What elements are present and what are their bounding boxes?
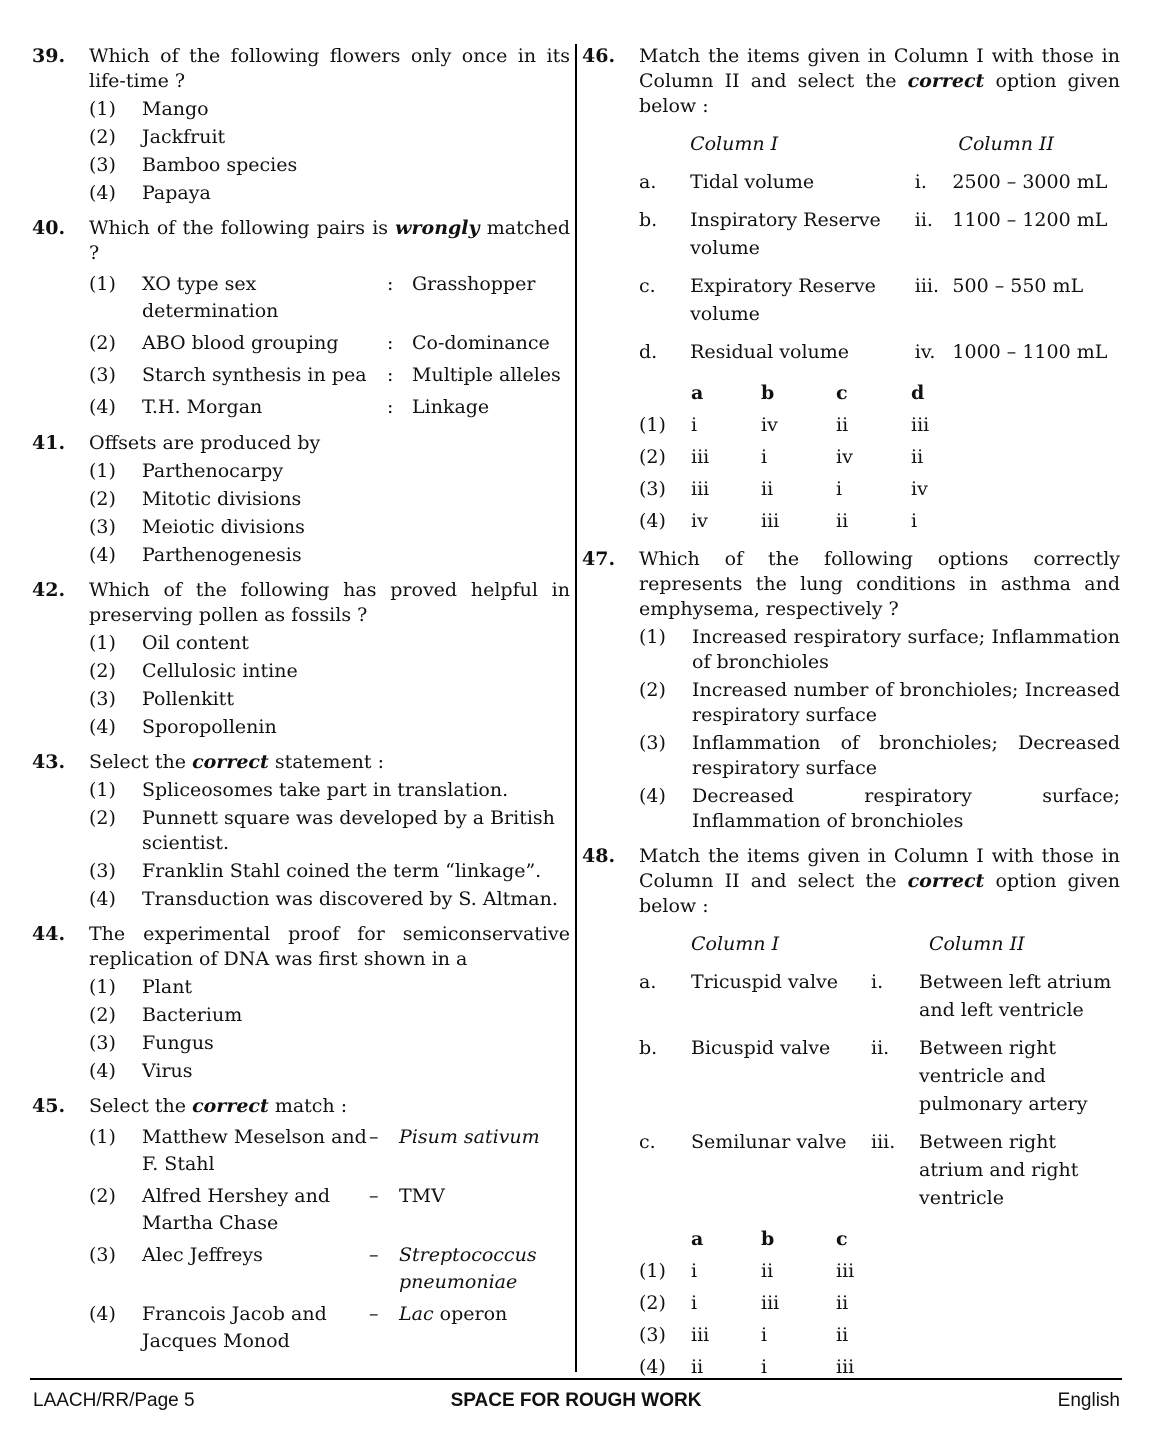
pair-left: Francois Jacob and Jacques Monod — [142, 1303, 327, 1352]
option — [89, 659, 570, 684]
answer-option: (4) ii i iii — [639, 1356, 855, 1378]
option — [89, 153, 570, 178]
option-number: (4) — [89, 1303, 116, 1325]
option-text: Fungus — [142, 1032, 214, 1054]
option — [89, 125, 570, 150]
question-number: 45. — [32, 1095, 66, 1117]
option-text: Parthenogenesis — [142, 544, 302, 566]
column-header: Column I — [691, 933, 780, 955]
question-39 — [32, 44, 570, 206]
option-number: (4) — [89, 182, 116, 204]
question-number: 39. — [32, 45, 66, 67]
question-40 — [32, 216, 570, 421]
option-number: (4) — [89, 716, 116, 738]
answer-option: (4) iv iii ii i — [639, 510, 918, 532]
option — [89, 1059, 570, 1084]
option-text: Meiotic divisions — [142, 516, 305, 538]
answer-key-table: a b c d (1) i iv ii iii (2) iii i iv ii (3) iii ii i iv (4) iv iii ii i — [639, 377, 971, 537]
question-42 — [32, 578, 570, 740]
option — [89, 975, 570, 1000]
pair-left: ABO blood grouping — [142, 332, 339, 354]
answer-option: (3) iii ii i iv — [639, 478, 928, 500]
match-row: c. Semilunar valve iii. Between right atrium and right ventricle — [639, 1131, 1079, 1209]
option-text: Mango — [142, 98, 209, 120]
option — [89, 887, 570, 912]
pair-left: XO type sex determination — [142, 273, 279, 322]
option-number: (1) — [89, 273, 116, 295]
question-46 — [582, 44, 1120, 537]
option-number: (1) — [89, 1126, 116, 1148]
option-text: Jackfruit — [142, 126, 226, 148]
column-divider — [575, 44, 577, 1372]
option-text: Franklin Stahl coined the term “linkage”. — [142, 860, 542, 882]
option-text: Increased respiratory surface; Inflammation of bronchioles — [692, 626, 1120, 673]
option-text: Transduction was discovered by S. Altman. — [142, 888, 558, 910]
match-row: b. Inspiratory Reserve volume ii. 1100 – 1200 mL — [639, 209, 1108, 259]
option-text: Pollenkitt — [142, 688, 234, 710]
option-text: Mitotic divisions — [142, 488, 302, 510]
option-number: (2) — [89, 488, 116, 510]
pair-left: Matthew Meselson and F. Stahl — [142, 1126, 367, 1175]
option-number: (4) — [89, 396, 116, 418]
question-stem: Which of the following flowers only once in its life-time ? — [89, 45, 570, 92]
pair-left: Alec Jeffreys — [142, 1244, 263, 1266]
option: (1) Matthew Meselson and F. Stahl – Pisum sativum — [89, 1124, 570, 1178]
right-column — [582, 44, 1120, 1393]
option-number: (2) — [89, 332, 116, 354]
column-header: Column II — [929, 933, 1025, 955]
option-number: (1) — [89, 460, 116, 482]
question-stem: Which of the following options correctly represents the lung conditions in asthma and emphysema, respectively ? — [639, 548, 1120, 620]
option — [89, 181, 570, 206]
option — [639, 678, 1120, 728]
option-number: (3) — [89, 860, 116, 882]
question-stem: Select the correct match : — [89, 1095, 348, 1117]
option-number: (3) — [89, 154, 116, 176]
option-number: (4) — [89, 1060, 116, 1082]
option — [89, 487, 570, 512]
option — [89, 97, 570, 122]
pair-left: Alfred Hershey and Martha Chase — [142, 1185, 330, 1234]
question-stem: Select the correct statement : — [89, 751, 384, 773]
option-text: Spliceosomes take part in translation. — [142, 779, 509, 801]
question-stem: Match the items given in Column I with those in Column II and select the correct option given below : — [639, 45, 1121, 117]
answer-option: (2) iii i iv ii — [639, 446, 924, 468]
question-stem: Which of the following pairs is wrongly matched ? — [89, 217, 570, 264]
option — [89, 515, 570, 540]
option — [89, 806, 570, 856]
match-row: a. Tidal volume i. 2500 – 3000 mL — [639, 171, 1108, 193]
option-number: (3) — [89, 1244, 116, 1266]
question-44 — [32, 922, 570, 1084]
left-column — [32, 44, 570, 1365]
question-stem: The experimental proof for semiconservative replication of DNA was first shown in a — [89, 923, 570, 970]
question-number: 40. — [32, 217, 66, 239]
pair-right: Lac operon — [399, 1303, 508, 1325]
option-number: (3) — [639, 732, 666, 754]
match-row: d. Residual volume iv. 1000 – 1100 mL — [639, 341, 1108, 363]
match-row: a. Tricuspid valve i. Between left atrium and left ventricle — [639, 971, 1112, 1021]
option-text: Inflammation of bronchioles; Decreased respiratory surface — [692, 732, 1120, 779]
language-label: English — [1057, 1390, 1120, 1411]
answer-option: (3) iii i ii — [639, 1324, 849, 1346]
question-45 — [32, 1094, 570, 1355]
option-number: (2) — [89, 1185, 116, 1207]
pair-right: Grasshopper — [412, 273, 536, 295]
rough-work-label: SPACE FOR ROUGH WORK — [450, 1390, 702, 1411]
match-table — [639, 125, 1120, 371]
option-text: Cellulosic intine — [142, 660, 298, 682]
column-header: Column II — [958, 133, 1054, 155]
question-number: 44. — [32, 923, 66, 945]
match-row: b. Bicuspid valve ii. Between right ventricle and pulmonary artery — [639, 1037, 1088, 1115]
option-text: Virus — [142, 1060, 193, 1082]
pair-right: Pisum sativum — [399, 1126, 540, 1148]
pair-right: Linkage — [412, 396, 490, 418]
question-43 — [32, 750, 570, 912]
answer-option: (2) i iii ii — [639, 1292, 849, 1314]
option — [89, 859, 570, 884]
question-48 — [582, 844, 1120, 1383]
option-number: (4) — [89, 544, 116, 566]
pair-right: Co-dominance — [412, 332, 550, 354]
question-41 — [32, 431, 570, 568]
option-number: (4) — [639, 785, 666, 807]
option-number: (4) — [89, 888, 116, 910]
option: (4) T.H. Morgan : Linkage — [89, 394, 570, 421]
option-number: (1) — [89, 632, 116, 654]
option — [89, 687, 570, 712]
pair-left: Starch synthesis in pea — [142, 364, 367, 386]
option-text: Plant — [142, 976, 193, 998]
pair-left: T.H. Morgan — [142, 396, 263, 418]
option: (1) XO type sex determination : Grasshopper — [89, 271, 570, 325]
question-number: 41. — [32, 432, 66, 454]
option — [89, 459, 570, 484]
option — [639, 625, 1120, 675]
option-text: Punnett square was developed by a British scientist. — [142, 807, 555, 854]
question-stem: Offsets are produced by — [89, 432, 321, 454]
option-text: Bacterium — [142, 1004, 243, 1026]
emphasis: correct — [907, 70, 985, 92]
option-number: (1) — [89, 779, 116, 801]
answer-key-table: a b c (1) i ii iii (2) i iii ii (3) iii i ii (4) ii i iii — [639, 1223, 911, 1383]
question-number: 48. — [582, 845, 616, 867]
option — [89, 631, 570, 656]
option — [639, 784, 1120, 834]
option — [89, 1031, 570, 1056]
option-number: (1) — [639, 626, 666, 648]
option-text: Increased number of bronchioles; Increased respiratory surface — [692, 679, 1120, 726]
pair-right: Streptococcus pneumoniae — [399, 1244, 537, 1293]
question-47 — [582, 547, 1120, 834]
option — [639, 731, 1120, 781]
footer-rule — [30, 1378, 1122, 1380]
option-number: (2) — [89, 1004, 116, 1026]
question-number: 47. — [582, 548, 616, 570]
question-number: 42. — [32, 579, 66, 601]
pair-right: TMV — [399, 1185, 445, 1207]
option-number: (3) — [89, 1032, 116, 1054]
option — [89, 715, 570, 740]
option: (3) Starch synthesis in pea : Multiple alleles — [89, 362, 570, 389]
answer-option: (1) i iv ii iii — [639, 414, 930, 436]
question-stem: Which of the following has proved helpful in preserving pollen as fossils ? — [89, 579, 570, 626]
emphasis: correct — [192, 751, 269, 773]
option-number: (2) — [89, 807, 116, 829]
pair-right: Multiple alleles — [412, 364, 561, 386]
option-number: (1) — [89, 976, 116, 998]
option-number: (3) — [89, 516, 116, 538]
option-number: (1) — [89, 98, 116, 120]
page-id: LAACH/RR/Page 5 — [33, 1390, 195, 1411]
question-stem: Match the items given in Column I with those in Column II and select the correct option given below : — [639, 845, 1121, 917]
option: (4) Francois Jacob and Jacques Monod – Lac operon — [89, 1301, 570, 1355]
option: (3) Alec Jeffreys – Streptococcus pneumoniae — [89, 1242, 570, 1296]
option-text: Bamboo species — [142, 154, 298, 176]
option-text: Sporopollenin — [142, 716, 277, 738]
emphasis: correct — [192, 1095, 269, 1117]
emphasis: correct — [907, 870, 985, 892]
match-row: c. Expiratory Reserve volume iii. 500 – 550 mL — [639, 275, 1084, 325]
option-number: (2) — [89, 126, 116, 148]
option-number: (3) — [89, 364, 116, 386]
option-number: (2) — [639, 679, 666, 701]
option-number: (3) — [89, 688, 116, 710]
option: (2) ABO blood grouping : Co-dominance — [89, 330, 570, 357]
option — [89, 778, 570, 803]
option-text: Oil content — [142, 632, 249, 654]
emphasis: wrongly — [395, 217, 480, 239]
question-number: 43. — [32, 751, 66, 773]
column-header: Column I — [690, 133, 779, 155]
match-table — [639, 925, 1119, 1217]
option-number: (2) — [89, 660, 116, 682]
option-text: Papaya — [142, 182, 211, 204]
option-text: Decreased respiratory surface; Inflammation of bronchioles — [692, 785, 1120, 832]
option — [89, 1003, 570, 1028]
answer-option: (1) i ii iii — [639, 1260, 855, 1282]
option-text: Parthenocarpy — [142, 460, 284, 482]
option — [89, 543, 570, 568]
option: (2) Alfred Hershey and Martha Chase – TMV — [89, 1183, 570, 1237]
question-number: 46. — [582, 45, 616, 67]
